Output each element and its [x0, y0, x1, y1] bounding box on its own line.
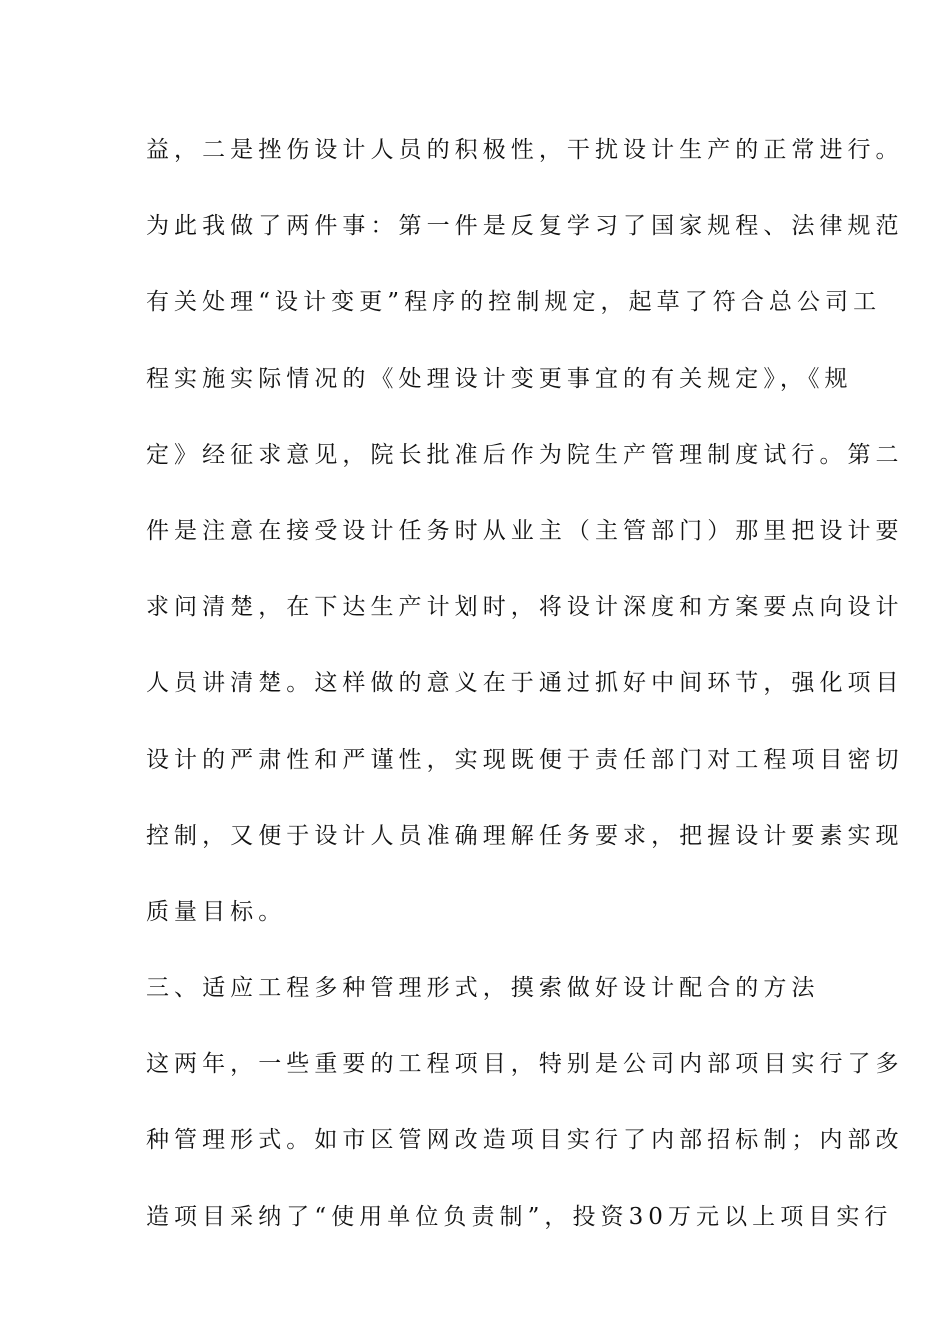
- text-line: 质量目标。: [146, 898, 287, 925]
- text-line: 程实施实际情况的《处理设计变更事宜的有关规定》，《规: [146, 365, 853, 392]
- text-line: 定》经征求意见，院长批准后作为院生产管理制度试行。第二: [146, 441, 904, 468]
- text-line: 件是注意在接受设计任务时从业主（主管部门）那里把设计要: [146, 517, 904, 544]
- text-line: 这两年，一些重要的工程项目，特别是公司内部项目实行了多: [146, 1051, 904, 1078]
- text-line: 为此我做了两件事：第一件是反复学习了国家规程、法律规范: [146, 213, 904, 240]
- text-line: 益，二是挫伤设计人员的积极性，干扰设计生产的正常进行。: [146, 137, 904, 163]
- section-heading: 三、适应工程多种管理形式，摸索做好设计配合的方法: [146, 975, 820, 1002]
- text-line: 控制，又便于设计人员准确理解任务要求，把握设计要素实现: [146, 822, 904, 849]
- body-text: [146, 128, 904, 1271]
- text-line: 人员讲清楚。这样做的意义在于通过抓好中间环节，强化项目: [146, 670, 904, 697]
- text-line: 设计的严肃性和严谨性，实现既便于责任部门对工程项目密切: [146, 746, 904, 773]
- text-line: 有关处理“设计变更”程序的控制规定，起草了符合总公司工: [146, 289, 882, 316]
- text-line: 种管理形式。如市区管网改造项目实行了内部招标制；内部改: [146, 1127, 904, 1154]
- text-line: 造项目采纳了“使用单位负责制”，投资30万元以上项目实行: [146, 1203, 893, 1230]
- text-line: 求问清楚，在下达生产计划时，将设计深度和方案要点向设计: [146, 594, 904, 621]
